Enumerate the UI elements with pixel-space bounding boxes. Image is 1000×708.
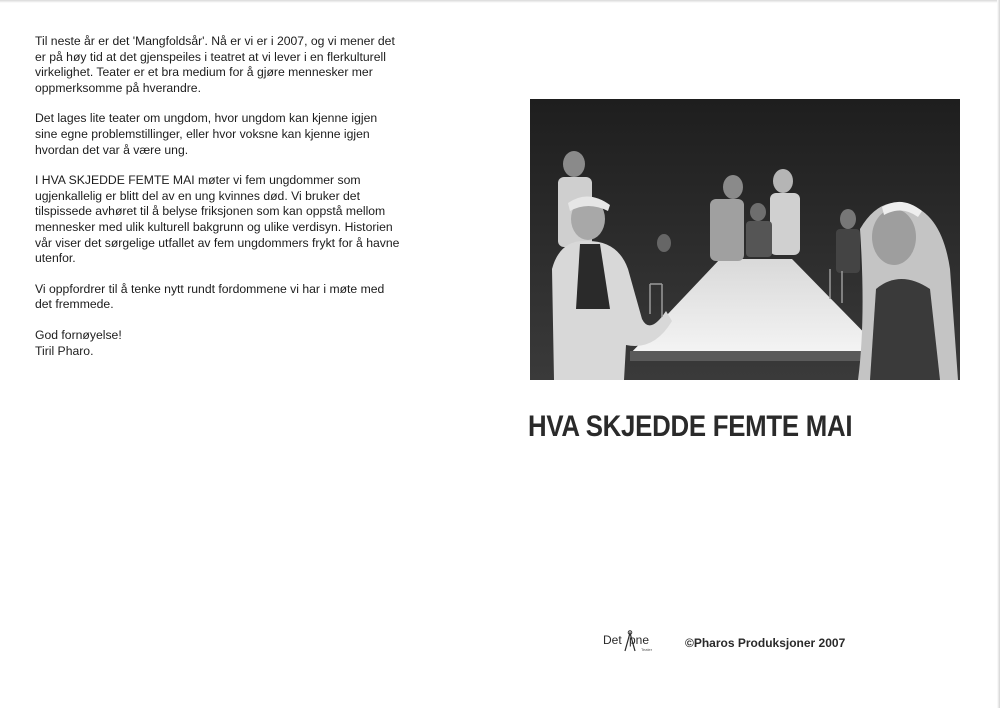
copyright-notice: ©Pharos Produksjoner 2007 — [685, 636, 846, 650]
scan-edge-top — [0, 0, 1000, 3]
letter-paragraph-2 — [35, 111, 455, 158]
logo-subtitle: Teater — [641, 647, 653, 652]
text-line: sine egne problemstillinger, eller hvor voksne kan kjenne igjen — [35, 126, 370, 141]
logo-word-det: Det — [603, 633, 622, 647]
letter-paragraph-1 — [35, 34, 455, 96]
text-line: det fremmede. — [35, 297, 114, 312]
cover-title: HVA SKJEDDE FEMTE MAI — [528, 410, 853, 443]
letter-paragraph-4 — [35, 282, 455, 313]
text-line: Det lages lite teater om ungdom, hvor ungdom kan kjenne igjen — [35, 111, 378, 126]
signature: Tiril Pharo. — [35, 343, 94, 358]
logo-word-apne: pne — [629, 633, 650, 647]
text-line: Til neste år er det 'Mangfoldsår'. Nå er vi er i 2007, og vi mener det — [35, 34, 395, 48]
text-line: tilspissede avhøret til å belyse friksjonen som kan oppstå mellom — [35, 204, 386, 219]
letter-paragraph-3 — [35, 173, 455, 267]
cover-footer — [603, 630, 903, 656]
letter-signoff — [35, 328, 455, 359]
closing-line: God fornøyelse! — [35, 327, 122, 342]
text-line: Vi oppfordrer til å tenke nytt rundt fordommene vi har i møte med — [35, 281, 385, 296]
text-line: utenfor. — [35, 251, 76, 266]
stage-photo — [530, 99, 960, 380]
text-line: I HVA SKJEDDE FEMTE MAI møter vi fem ungdommer som — [35, 173, 361, 188]
text-line: virkelighet. Teater er et bra medium for å gjøre mennesker mer — [35, 65, 373, 80]
text-line: mennesker med ulik kulturell bakgrunn og ulike verdisyn. Historien — [35, 219, 393, 234]
text-line: vår viser det sørgelige utfallet av fem ungdommers frykt for å havne — [35, 235, 400, 250]
intro-letter — [35, 34, 455, 374]
theatre-logo — [603, 630, 665, 654]
stage-photo-illustration — [530, 99, 960, 380]
text-line: er på høy tid at det gjenspeiles i teatret at vi lever i en flerkulturell — [35, 49, 386, 64]
text-line: hvordan det var å være ung. — [35, 142, 189, 157]
text-line: ugjenkallelig er blitt del av en ung kvinnes død. Vi bruker det — [35, 188, 360, 203]
text-line: oppmerksomme på hverandre. — [35, 80, 201, 95]
